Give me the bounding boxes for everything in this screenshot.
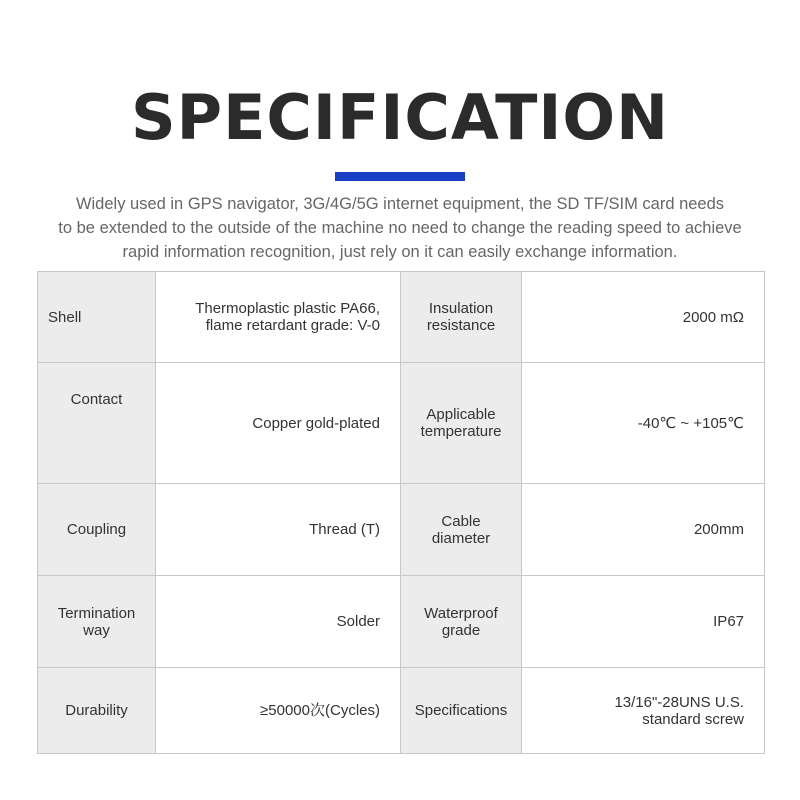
spec-value: Copper gold-plated — [156, 363, 401, 484]
spec-label: Specifications — [401, 668, 522, 754]
spec-row — [38, 272, 765, 363]
spec-label: Shell — [38, 272, 156, 363]
spec-row — [38, 484, 765, 576]
spec-row — [38, 576, 765, 668]
title-accent-bar — [335, 172, 465, 181]
spec-label: Cable diameter — [401, 484, 522, 576]
intro-line: rapid information recognition, just rely on it can easily exchange information. — [122, 243, 678, 261]
spec-table — [37, 271, 765, 754]
spec-label: Durability — [38, 668, 156, 754]
spec-label: Waterproof grade — [401, 576, 522, 668]
spec-label: Insulation resistance — [401, 272, 522, 363]
spec-label: Termination way — [38, 576, 156, 668]
intro-line: Widely used in GPS navigator, 3G/4G/5G internet equipment, the SD TF/SIM card needs — [75, 195, 725, 213]
spec-value: Thread (T) — [156, 484, 401, 576]
spec-value: 13/16"-28UNS U.S. standard screw — [522, 668, 765, 754]
page-title: SPECIFICATION — [130, 81, 670, 154]
spec-row — [38, 668, 765, 754]
spec-label: Applicable temperature — [401, 363, 522, 484]
intro-paragraph — [20, 192, 780, 264]
spec-value: Thermoplastic plastic PA66, flame retardant grade: V-0 — [156, 272, 401, 363]
spec-label: Contact — [38, 363, 156, 484]
spec-value: Solder — [156, 576, 401, 668]
spec-value: 200mm — [522, 484, 765, 576]
spec-value: ≥50000次(Cycles) — [156, 668, 401, 754]
spec-row — [38, 363, 765, 484]
spec-value: IP67 — [522, 576, 765, 668]
intro-line: to be extended to the outside of the machine no need to change the reading speed to achieve — [58, 219, 742, 237]
spec-value: -40℃ ~ +105℃ — [522, 363, 765, 484]
spec-label: Coupling — [38, 484, 156, 576]
spec-value: 2000 mΩ — [522, 272, 765, 363]
